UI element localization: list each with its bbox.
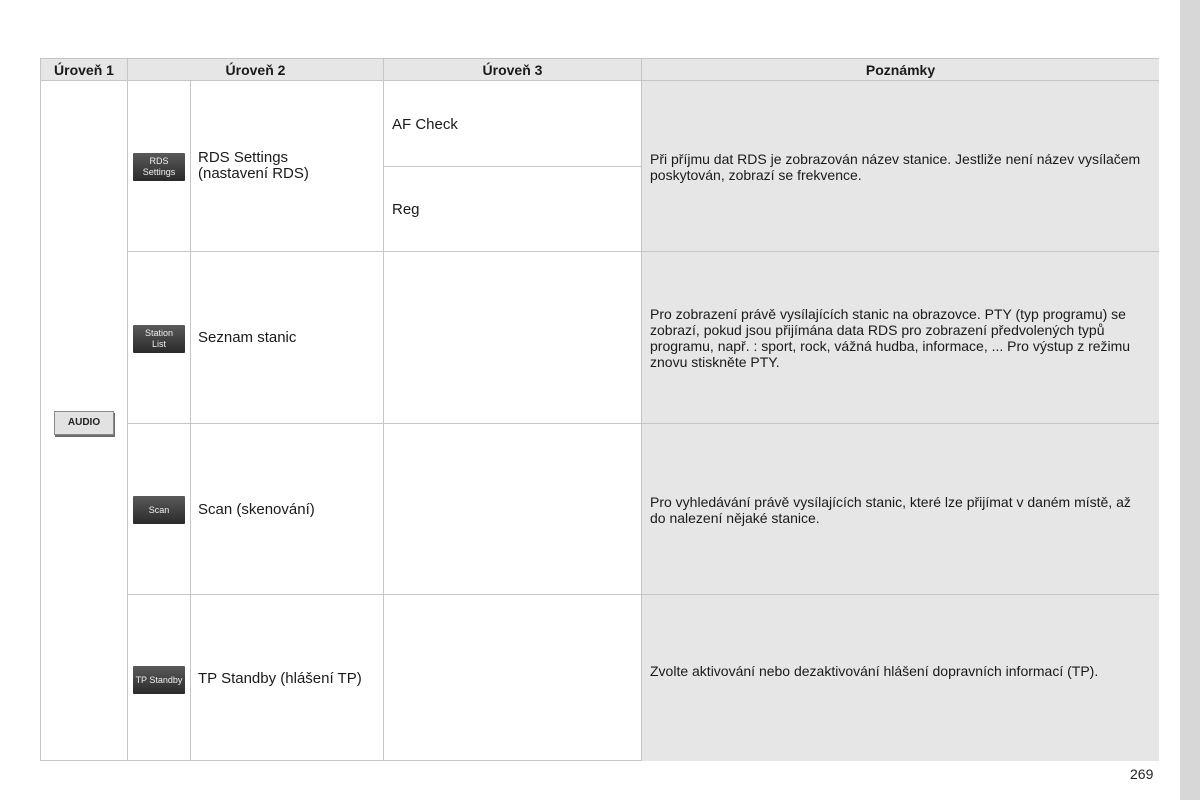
page-edge-strip bbox=[1180, 0, 1200, 800]
icon-cell bbox=[128, 595, 191, 761]
level-3-divider bbox=[384, 166, 642, 167]
header-notes: Poznámky bbox=[642, 59, 1159, 81]
menu-table bbox=[40, 58, 1159, 761]
audio-button-icon: AUDIO bbox=[54, 411, 114, 435]
level-3-item-reg: Reg bbox=[392, 201, 420, 218]
header-level-3: Úroveň 3 bbox=[384, 59, 642, 81]
level-3-cell bbox=[384, 424, 642, 594]
level-2-cell bbox=[191, 424, 384, 594]
station-list-icon: Station List bbox=[133, 325, 185, 353]
level-2-label: TP Standby (hlášení TP) bbox=[198, 670, 362, 687]
level-2-cell bbox=[191, 81, 384, 251]
table-row bbox=[128, 81, 1159, 252]
note-text: Při příjmu dat RDS je zobrazován název stanice. Jestliže není název vysílačem poskytován, zobrazí se frekvence. bbox=[650, 151, 1141, 183]
table-row bbox=[128, 595, 1159, 761]
page-number: 269 bbox=[1130, 766, 1154, 782]
note-text: Pro vyhledávání právě vysílajících stanic, které lze přijímat v daném místě, až do nalezení nějaké stanice. bbox=[650, 494, 1131, 526]
level-2-label: RDS Settings (nastavení RDS) bbox=[198, 149, 309, 182]
notes-cell bbox=[642, 424, 1159, 594]
level-3-cell bbox=[384, 595, 642, 761]
icon-cell bbox=[128, 81, 191, 251]
level-1-cell bbox=[41, 81, 128, 761]
table-row bbox=[128, 252, 1159, 424]
tp-standby-icon: TP Standby bbox=[133, 666, 185, 694]
level-3-item-af-check: AF Check bbox=[392, 116, 458, 133]
scan-icon: Scan bbox=[133, 496, 185, 524]
table-row bbox=[128, 424, 1159, 595]
rds-settings-icon: RDS Settings bbox=[133, 153, 185, 181]
icon-cell bbox=[128, 252, 191, 423]
notes-cell bbox=[642, 252, 1159, 423]
level-2-cell bbox=[191, 252, 384, 423]
level-3-cell bbox=[384, 81, 642, 251]
level-3-cell bbox=[384, 252, 642, 423]
header-level-1: Úroveň 1 bbox=[41, 59, 128, 81]
level-2-cell bbox=[191, 595, 384, 761]
notes-cell bbox=[642, 81, 1159, 251]
level-2-label: Scan (skenování) bbox=[198, 501, 315, 518]
level-2-label: Seznam stanic bbox=[198, 329, 297, 346]
notes-cell bbox=[642, 595, 1159, 761]
header-level-2: Úroveň 2 bbox=[128, 59, 384, 81]
note-text: Pro zobrazení právě vysílajících stanic na obrazovce. PTY (typ programu) se zobrazí, pokud jsou přijímána data RDS pro zobrazení předvolených typů programu, např. : sport, rock, vážná hudba, informace, ... Pro výstup z režimu znovu stiskněte PTY. bbox=[650, 306, 1131, 370]
icon-cell bbox=[128, 424, 191, 594]
note-text: Zvolte aktivování nebo dezaktivování hlášení dopravních informací (TP). bbox=[650, 663, 1099, 679]
